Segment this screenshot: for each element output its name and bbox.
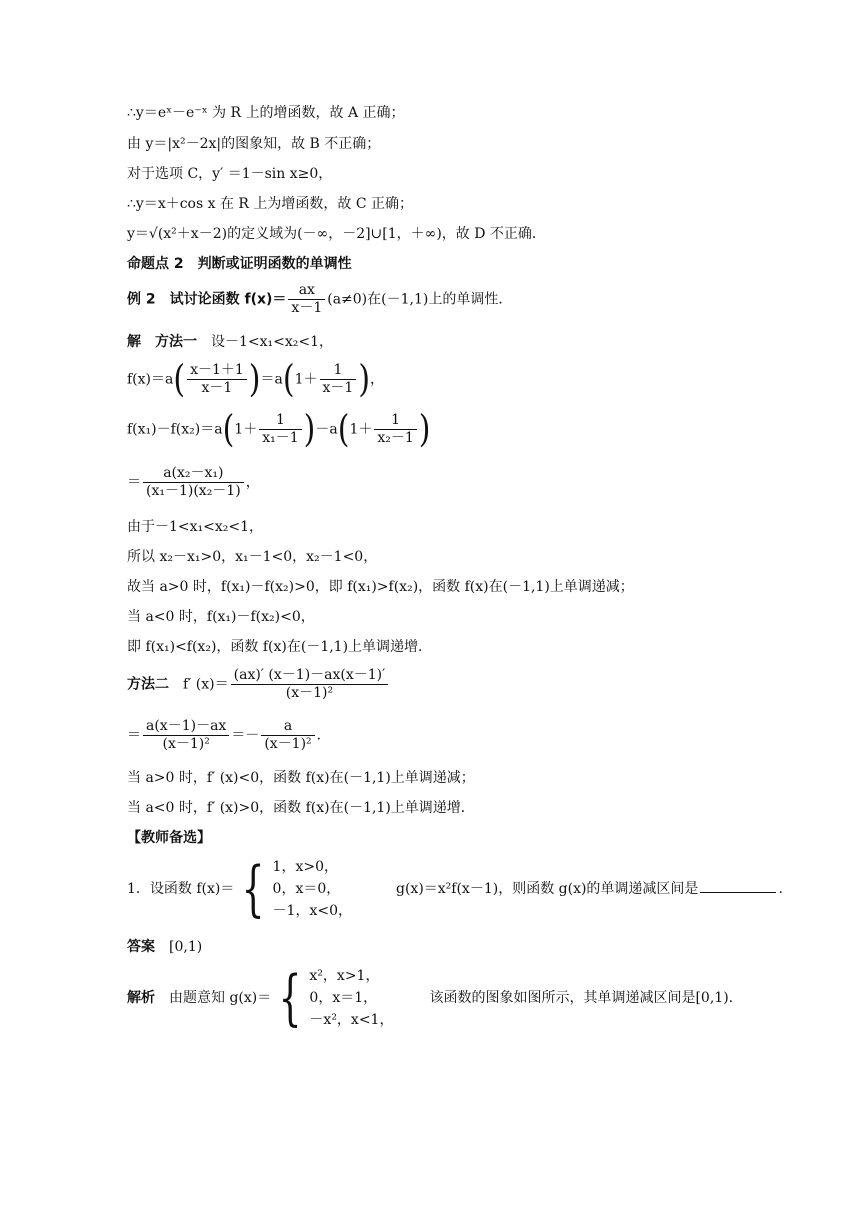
expr: ＝ xyxy=(127,727,141,744)
fraction xyxy=(288,282,325,317)
expr: 1．设函数 f(x)＝ xyxy=(127,881,235,897)
numerator: a(x₂－x₁) xyxy=(143,465,244,483)
answer-blank xyxy=(700,878,776,893)
method2-line xyxy=(127,667,390,702)
denominator: x－1 xyxy=(291,300,323,316)
case: 0，x＝0， xyxy=(272,881,341,897)
paren: ) xyxy=(303,407,316,451)
text-line: 当 a<0 时，f(x₁)－f(x₂)<0， xyxy=(127,609,315,625)
numerator: 1 xyxy=(320,362,357,380)
solution-label: 解 方法一 xyxy=(127,334,197,350)
expr: －a xyxy=(315,421,338,438)
paren: ( xyxy=(222,407,235,451)
example-2 xyxy=(127,282,512,317)
cases xyxy=(273,856,352,922)
paren: ( xyxy=(282,357,295,401)
expr: 由题意知 g(x)＝ xyxy=(155,990,272,1006)
text-line: y＝√(x²＋x－2)的定义域为(－∞，－2]∪[1，＋∞)，故 D 不正确． xyxy=(127,226,546,242)
expr: 该函数的图象如图所示，其单调递减区间是[0,1). xyxy=(429,990,734,1006)
expr: ， xyxy=(370,371,385,388)
paren: ) xyxy=(358,357,371,401)
eq-line xyxy=(127,465,260,500)
numerator: (ax)′ (x－1)－ax(x－1)′ xyxy=(231,667,389,685)
denominator: x₂－1 xyxy=(377,430,414,446)
case: －1，x<0， xyxy=(272,903,352,919)
answer-line xyxy=(127,938,202,956)
diff-line: f(x₁)－f(x₂)＝a(1＋ $\frac{1}{\text{x₁－1}}$ )－a(1＋ $\frac{1}{\text{x₂－1}}$ ) xyxy=(127,407,431,451)
solution-text: 设－1<x₁<x₂<1， xyxy=(197,334,334,350)
piecewise xyxy=(271,965,393,1031)
solution-line xyxy=(127,333,333,351)
case: 1，x>0， xyxy=(272,859,338,875)
brace: { xyxy=(278,963,302,1033)
fraction xyxy=(261,718,314,753)
paren: ( xyxy=(173,357,186,401)
example-prefix: 例 2 试讨论函数 f(x)＝ xyxy=(127,291,287,308)
text-line: 当 a>0 时，f′ (x)<0，函数 f(x)在(－1,1)上单调递减； xyxy=(127,770,475,786)
paren: ( xyxy=(337,407,350,451)
answer-label: 答案 xyxy=(127,939,155,955)
fraction xyxy=(231,667,389,702)
expr: f′ (x)＝ xyxy=(169,676,229,693)
analysis-line xyxy=(127,965,733,1031)
text-line: 所以 x₂－x₁>0，x₁－1<0，x₂－1<0， xyxy=(127,549,378,565)
fraction xyxy=(259,412,301,447)
text-line: ∴y＝eˣ－e⁻ˣ 为 R 上的增函数，故 A 正确； xyxy=(127,105,405,121)
denominator: (x－1)² xyxy=(285,685,334,701)
denominator: (x－1)² xyxy=(264,736,312,752)
teacher-note-heading: 【教师备选】 xyxy=(127,830,211,846)
denominator: (x₁－1)(x₂－1) xyxy=(146,483,241,499)
denominator: x－1 xyxy=(201,380,233,396)
paren: ) xyxy=(248,357,261,401)
paren: ) xyxy=(418,407,431,451)
fraction xyxy=(374,412,416,447)
text-line: 即 f(x₁)<f(x₂)，函数 f(x)在(－1,1)上单调递增． xyxy=(127,639,433,655)
expr: ， xyxy=(245,474,260,491)
expr: f(x₁)－f(x₂)＝a xyxy=(127,421,223,438)
expr: ＝ xyxy=(127,474,141,491)
fraction xyxy=(187,362,247,397)
text-line: 由 y＝|x²－2x|的图象知，故 B 不正确； xyxy=(127,136,381,152)
text-line: 当 a<0 时，f′ (x)>0，函数 f(x)在(－1,1)上单调递增． xyxy=(127,800,475,816)
case: x²，x>1， xyxy=(309,968,380,984)
section-heading: 命题点 2 判断或证明函数的单调性 xyxy=(127,256,352,272)
numerator: a(x－1)－ax xyxy=(143,718,229,736)
method2b-line xyxy=(127,718,321,753)
method-label: 方法二 xyxy=(127,676,169,693)
expr: . xyxy=(316,727,322,744)
piecewise xyxy=(234,856,352,922)
numerator: ax xyxy=(288,282,325,300)
expr: f(x)＝a xyxy=(127,371,174,388)
cases xyxy=(309,965,393,1031)
answer-value: [0,1) xyxy=(155,939,203,955)
expr: ＝－ xyxy=(231,727,260,744)
question-1 xyxy=(127,856,783,922)
numerator: a xyxy=(261,718,314,736)
denominator: x－1 xyxy=(322,380,354,396)
numerator: 1 xyxy=(259,412,301,430)
expr: . xyxy=(778,881,783,897)
fraction xyxy=(143,718,229,753)
denominator: (x－1)² xyxy=(162,736,210,752)
numerator: x－1＋1 xyxy=(187,362,247,380)
text-line: ∴y＝x＋cos x 在 R 上为增函数，故 C 正确； xyxy=(127,196,414,212)
text-line: 对于选项 C，y′ ＝1－sin x≥0， xyxy=(127,166,333,182)
brace: { xyxy=(241,854,265,924)
expr: ＝a xyxy=(260,371,283,388)
fraction xyxy=(143,465,244,500)
fraction xyxy=(320,362,357,397)
text-line: 故当 a>0 时，f(x₁)－f(x₂)>0，即 f(x₁)>f(x₂)，函数 f(x)在(－1,1)上单调递减； xyxy=(127,579,634,595)
numerator: 1 xyxy=(374,412,416,430)
fx-line: f(x)＝a( $\frac{x-1+1}{x-1}$ )＝a(1＋ $\frac{1}{x-1}$ )， xyxy=(127,357,385,401)
case: 0，x＝1， xyxy=(309,990,378,1006)
case: －x²，x<1， xyxy=(309,1012,394,1028)
example-suffix: (a≠0)在(－1,1)上的单调性． xyxy=(327,291,513,308)
text-line: 由于－1<x₁<x₂<1， xyxy=(127,519,264,535)
denominator: x₁－1 xyxy=(262,430,299,446)
analysis-label: 解析 xyxy=(127,990,155,1006)
expr: g(x)＝x²f(x－1)，则函数 g(x)的单调递减区间是 xyxy=(396,881,699,897)
